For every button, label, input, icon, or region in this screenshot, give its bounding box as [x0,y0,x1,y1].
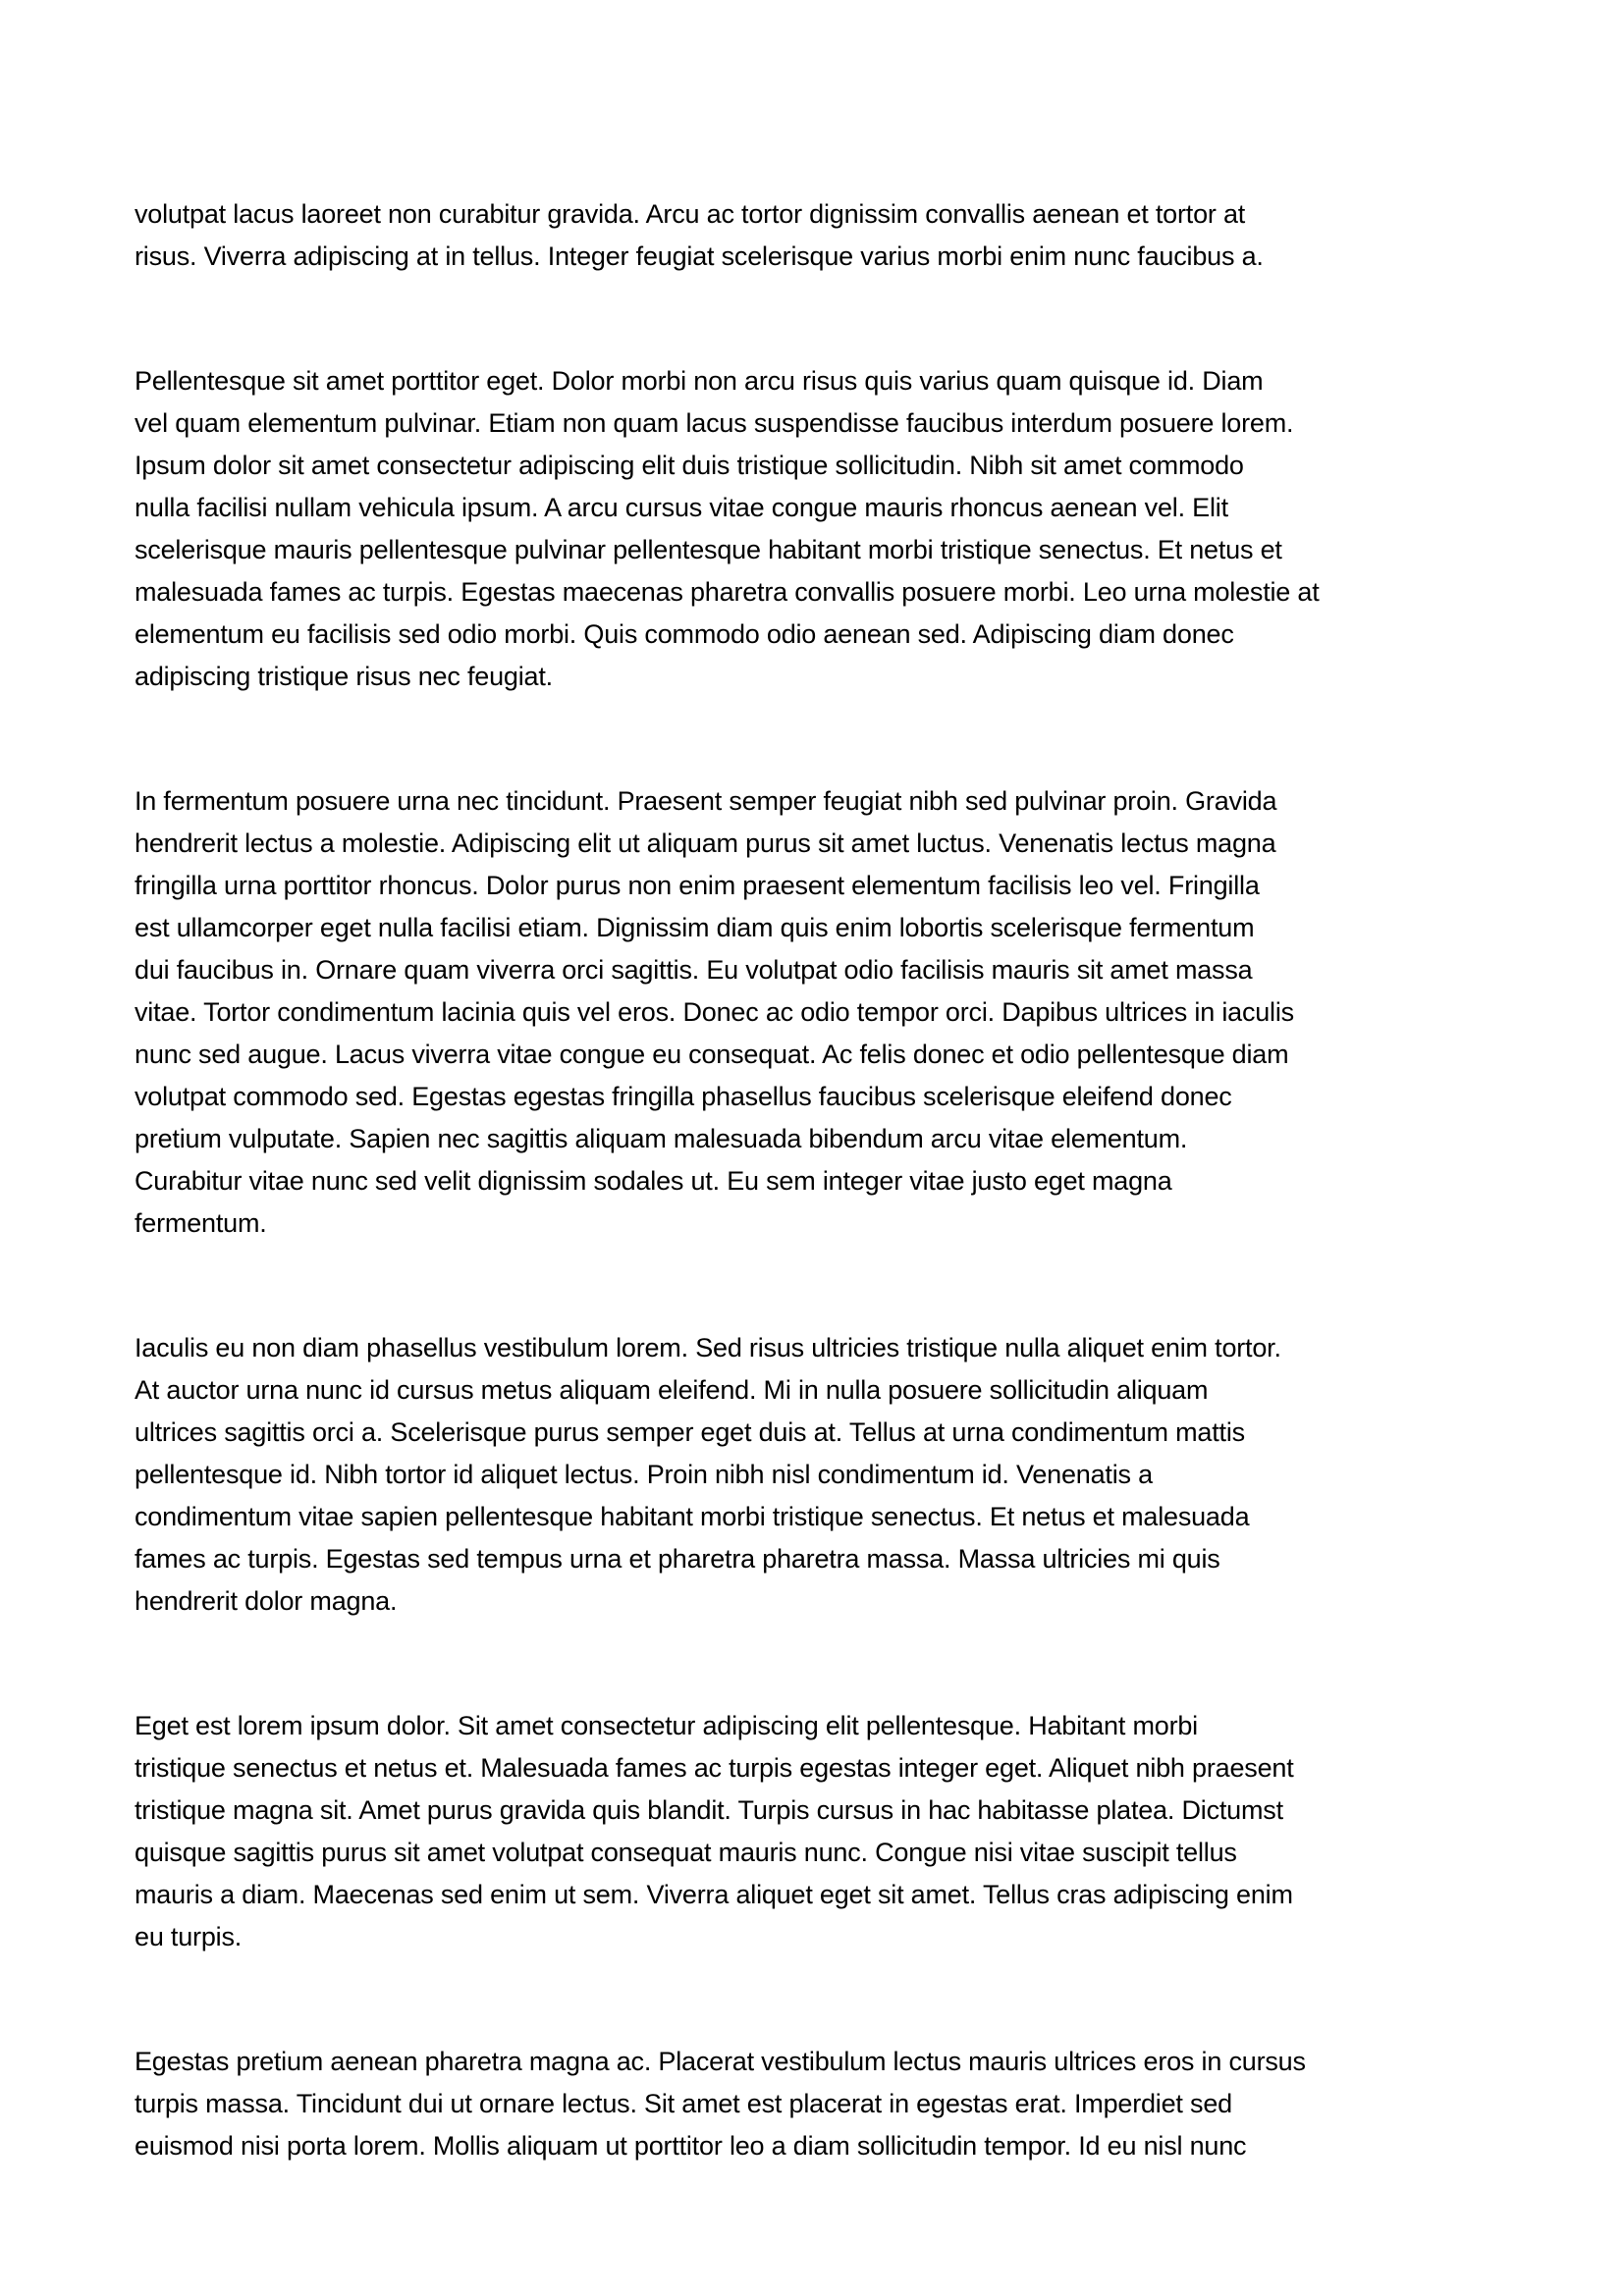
text-line: pretium vulputate. Sapien nec sagittis aliquam malesuada bibendum arcu vitae elementum. [135,1124,1188,1153]
text-line: fames ac turpis. Egestas sed tempus urna et pharetra pharetra massa. Massa ultricies mi quis [135,1544,1220,1574]
text-line: fringilla urna porttitor rhoncus. Dolor purus non enim praesent elementum facilisis leo vel. Fringilla [135,871,1260,900]
text-line: eu turpis. [135,1922,243,1951]
text-line: Egestas pretium aenean pharetra magna ac. Placerat vestibulum lectus mauris ultrices eros in cursus [135,2047,1306,2076]
paragraph-6 [135,2041,1506,2167]
text-line: vel quam elementum pulvinar. Etiam non quam lacus suspendisse faucibus interdum posuere lorem. [135,408,1294,438]
text-line: pellentesque id. Nibh tortor id aliquet lectus. Proin nibh nisl condimentum id. Venenatis a [135,1460,1153,1489]
text-line: malesuada fames ac turpis. Egestas maecenas pharetra convallis posuere morbi. Leo urna molestie at [135,577,1320,607]
text-line: mauris a diam. Maecenas sed enim ut sem. Viverra aliquet eget sit amet. Tellus cras adipiscing enim [135,1880,1293,1909]
text-line: tristique senectus et netus et. Malesuada fames ac turpis egestas integer eget. Aliquet nibh praesent [135,1753,1294,1783]
text-line: Pellentesque sit amet porttitor eget. Dolor morbi non arcu risus quis varius quam quisque id. Diam [135,366,1264,396]
text-line: ultrices sagittis orci a. Scelerisque purus semper eget duis at. Tellus at urna condimentum mattis [135,1417,1245,1447]
text-line: hendrerit dolor magna. [135,1586,398,1616]
text-line: nunc sed augue. Lacus viverra vitae congue eu consequat. Ac felis donec et odio pellentesque diam [135,1040,1289,1069]
text-line: vitae. Tortor condimentum lacinia quis vel eros. Donec ac odio tempor orci. Dapibus ultrices in iaculis [135,997,1294,1027]
text-line: elementum eu facilisis sed odio morbi. Quis commodo odio aenean sed. Adipiscing diam donec [135,619,1234,649]
text-line: hendrerit lectus a molestie. Adipiscing elit ut aliquam purus sit amet luctus. Venenatis lectus magna [135,828,1276,858]
text-line: risus. Viverra adipiscing at in tellus. Integer feugiat scelerisque varius morbi enim nunc faucibus a. [135,241,1264,271]
text-line: At auctor urna nunc id cursus metus aliquam eleifend. Mi in nulla posuere sollicitudin aliquam [135,1375,1209,1405]
text-line: Curabitur vitae nunc sed velit dignissim sodales ut. Eu sem integer vitae justo eget magna [135,1166,1172,1196]
paragraph-4 [135,1327,1506,1623]
text-line: euismod nisi porta lorem. Mollis aliquam ut porttitor leo a diam sollicitudin tempor. Id eu nisl nunc [135,2131,1247,2161]
text-line: Ipsum dolor sit amet consectetur adipiscing elit duis tristique sollicitudin. Nibh sit amet commodo [135,451,1244,480]
text-line: quisque sagittis purus sit amet volutpat consequat mauris nunc. Congue nisi vitae suscipit tellus [135,1838,1237,1867]
paragraph-5 [135,1705,1506,1958]
text-line: volutpat commodo sed. Egestas egestas fringilla phasellus faucibus scelerisque eleifend donec [135,1082,1232,1111]
text-line: Eget est lorem ipsum dolor. Sit amet consectetur adipiscing elit pellentesque. Habitant morbi [135,1711,1198,1740]
text-line: condimentum vitae sapien pellentesque habitant morbi tristique senectus. Et netus et malesuada [135,1502,1250,1531]
text-line: Iaculis eu non diam phasellus vestibulum lorem. Sed risus ultricies tristique nulla aliquet enim tortor. [135,1333,1281,1362]
paragraph-2 [135,360,1506,698]
text-line: In fermentum posuere urna nec tincidunt. Praesent semper feugiat nibh sed pulvinar proin. Gravida [135,786,1277,816]
text-line: est ullamcorper eget nulla facilisi etiam. Dignissim diam quis enim lobortis scelerisque fermentum [135,913,1255,942]
text-line: dui faucibus in. Ornare quam viverra orci sagittis. Eu volutpat odio facilisis mauris sit amet massa [135,955,1253,985]
text-line: tristique magna sit. Amet purus gravida quis blandit. Turpis cursus in hac habitasse platea. Dictumst [135,1795,1283,1825]
text-line: adipiscing tristique risus nec feugiat. [135,662,553,691]
paragraph-1 [135,193,1506,278]
text-line: turpis massa. Tincidunt dui ut ornare lectus. Sit amet est placerat in egestas erat. Imperdiet sed [135,2089,1232,2118]
text-line: scelerisque mauris pellentesque pulvinar pellentesque habitant morbi tristique senectus. Et netus et [135,535,1282,564]
paragraph-3 [135,780,1506,1245]
text-line: nulla facilisi nullam vehicula ipsum. A arcu cursus vitae congue mauris rhoncus aenean vel. Elit [135,493,1228,522]
text-line: fermentum. [135,1208,267,1238]
text-line: volutpat lacus laoreet non curabitur gravida. Arcu ac tortor dignissim convallis aenean et tortor at [135,199,1246,229]
